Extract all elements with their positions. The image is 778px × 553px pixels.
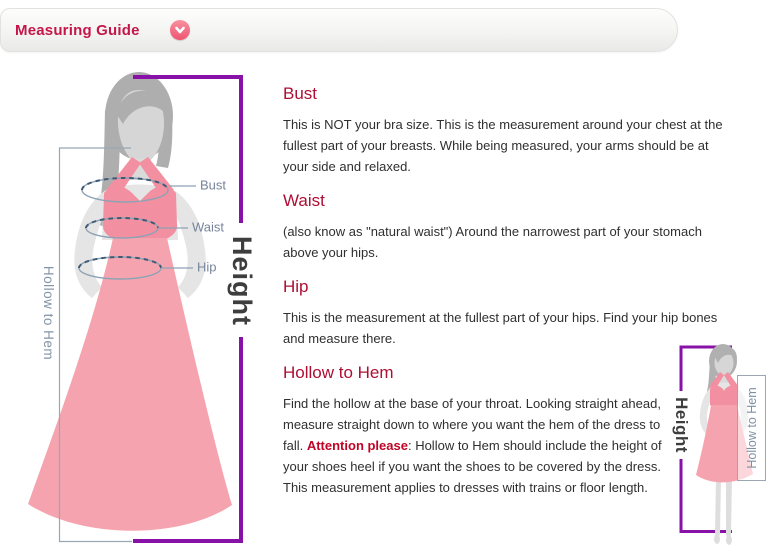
diagram-hollow-to-hem-label: Hollow to Hem xyxy=(41,265,56,361)
section-body-bust: This is NOT your bra size. This is the measurement around your chest at the fullest part of your breasts. While being measured, your arms should be at your side and relaxed. xyxy=(283,117,723,174)
diagram-height-label: Height xyxy=(227,236,257,326)
chevron-down-icon xyxy=(173,23,187,37)
hollow-body-intro: Find the hollow at the base of your throat. Looking straight ahead, measure straight down to where you want the hem of the dress to fall. xyxy=(283,396,661,453)
page-title: Measuring Guide xyxy=(15,21,140,39)
measuring-guide-header xyxy=(0,8,678,52)
attention-label: Attention please xyxy=(306,438,408,453)
measurement-diagram xyxy=(20,60,270,553)
hollow-body-rest: : Hollow to Hem should include the height of your shoes heel if you want the shoes to be covered by the dress. This measurement applies to dresses with trains or floor length. xyxy=(283,438,662,495)
section-body-hollow-to-hem xyxy=(283,393,667,498)
section-body-hip: This is the measurement at the fullest part of your hips. Find your hip bones and measure there. xyxy=(283,310,718,346)
small-height-label: Height xyxy=(672,397,691,453)
section-heading-bust: Bust xyxy=(283,84,318,103)
section-heading-waist: Waist xyxy=(283,191,325,210)
diagram-hip-label: Hip xyxy=(197,259,217,275)
height-diagram-small xyxy=(660,335,778,553)
diagram-bust-label: Bust xyxy=(200,177,227,193)
dress-illustration xyxy=(28,157,232,531)
collapse-toggle-button[interactable] xyxy=(170,20,190,40)
section-heading-hip: Hip xyxy=(283,277,309,296)
small-hollow-to-hem-measure xyxy=(738,376,766,481)
diagram-waist-label: Waist xyxy=(192,219,225,235)
section-body-waist: (also know as "natural waist") Around the narrowest part of your stomach above your hips. xyxy=(283,224,702,260)
section-heading-hollow-to-hem: Hollow to Hem xyxy=(283,363,394,382)
small-hollow-to-hem-label: Hollow to Hem xyxy=(745,387,759,469)
